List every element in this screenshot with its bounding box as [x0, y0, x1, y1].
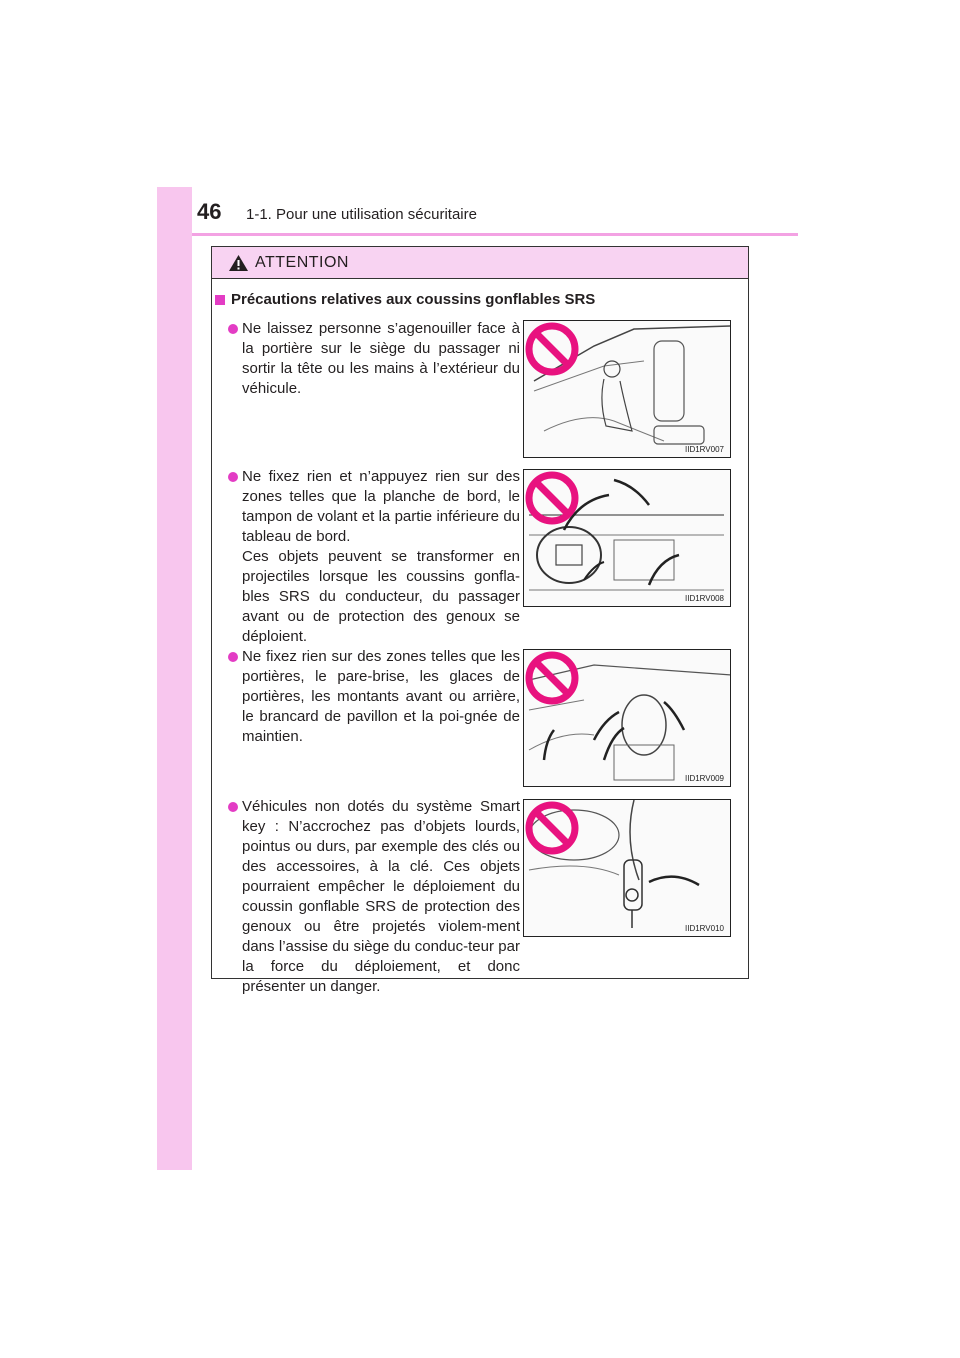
- round-bullet-icon: [228, 652, 238, 662]
- warning-title: ATTENTION: [255, 253, 349, 271]
- subtitle-text: Précautions relatives aux coussins gonflables SRS: [231, 291, 596, 308]
- round-bullet-icon: [228, 472, 238, 482]
- round-bullet-icon: [228, 324, 238, 334]
- square-bullet-icon: [215, 295, 225, 305]
- warning-header: [212, 247, 748, 279]
- prohibition-icon: [524, 321, 580, 377]
- prohibition-icon: [524, 650, 580, 706]
- item-paragraph: Ne fixez rien et n’appuyez rien sur des zones telles que la planche de bord, le tampon de volant et la partie inférieure du tableau de bord.: [242, 468, 520, 545]
- figure-code: IID1RV007: [685, 445, 724, 454]
- item-paragraph: Véhicules non dotés du système Smart key : N’accrochez pas d’objets lourds, pointus ou durs, par exemple des clés ou des accessoires, à la clé. Ces objets pourraient empêcher le déploiement du coussin gonflable SRS de protection des genoux ou être projetés violem-ment dans l’assise du siège du conduc-teur par la force du déploiement, et donc présenter un danger.: [242, 798, 520, 995]
- prohibition-icon: [524, 470, 580, 526]
- figure-code: IID1RV008: [685, 594, 724, 603]
- figure-code: IID1RV010: [685, 924, 724, 933]
- warning-item: [228, 467, 520, 647]
- warning-item: [228, 319, 520, 399]
- item-paragraph: Ces objets peuvent se transformer en projectiles lorsque les coussins gonfla-bles SRS du conducteur, du passager avant ou de protection des genoux se déploient.: [242, 548, 520, 645]
- warning-box: [211, 246, 749, 995]
- figure-kneeling-passenger: [523, 320, 731, 458]
- warning-triangle-icon: [228, 254, 249, 272]
- figure-dashboard: [523, 469, 731, 607]
- figure-code: IID1RV009: [685, 774, 724, 783]
- item-paragraph: Ne fixez rien sur des zones telles que les portières, le pare-brise, les glaces de portières, les montants avant ou arrière, le brancard de pavillon et la poi-gnée de maintien.: [242, 648, 520, 745]
- warning-subtitle: [215, 291, 595, 308]
- section-title: 1-1. Pour une utilisation sécuritaire: [246, 206, 477, 223]
- round-bullet-icon: [228, 802, 238, 812]
- figure-pillars-doors: [523, 649, 731, 787]
- warning-item: [228, 647, 520, 747]
- prohibition-icon: [524, 800, 580, 856]
- header-rule: [192, 233, 798, 236]
- warning-item: [228, 797, 520, 997]
- figure-key-fob: [523, 799, 731, 937]
- item-paragraph: Ne laissez personne s’agenouiller face à la portière sur le siège du passager ni sortir la tête ou les mains à l’extérieur du véhicule.: [242, 320, 520, 397]
- page-number: 46: [197, 199, 222, 224]
- chapter-side-tab: [157, 187, 192, 1170]
